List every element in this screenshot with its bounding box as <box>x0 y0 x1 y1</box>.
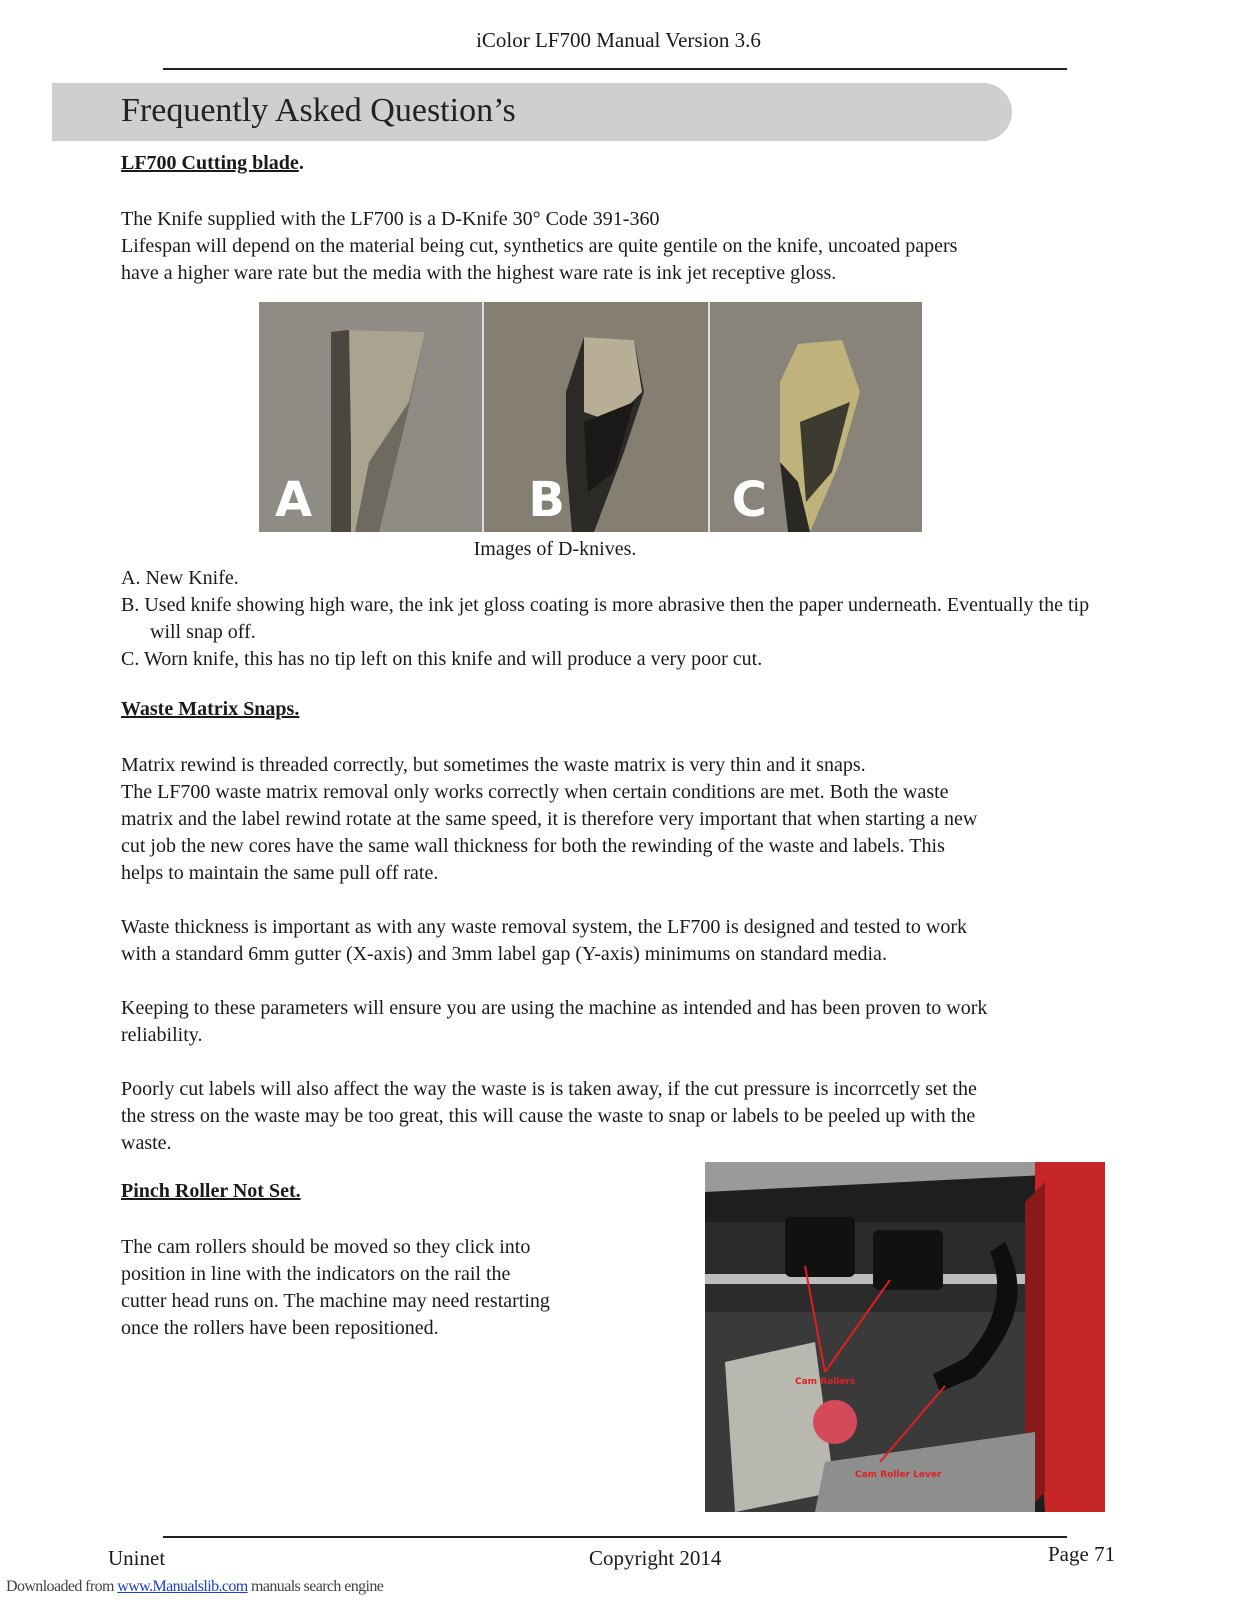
text-line: The Knife supplied with the LF700 is a D-Knife 30° Code 391-360 <box>121 208 660 230</box>
d-knife-images <box>259 302 922 532</box>
pinch-roller-heading: Pinch Roller Not Set. <box>121 1180 301 1202</box>
waste-matrix-para-2 <box>121 914 1121 968</box>
text-line: cut job the new cores have the same wall thickness for both the rewinding of the waste and labels. This <box>121 835 945 857</box>
text-line: The cam rollers should be moved so they click into <box>121 1236 531 1258</box>
text-line: Keeping to these parameters will ensure you are using the machine as intended and has been proven to work <box>121 997 988 1019</box>
text-line: the stress on the waste may be too great, this will cause the waste to snap or labels to be peeled up with the <box>121 1105 976 1127</box>
text-line: The LF700 waste matrix removal only works correctly when certain conditions are met. Both the waste <box>121 781 949 803</box>
text-line: have a higher ware rate but the media with the highest ware rate is ink jet receptive gloss. <box>121 262 837 284</box>
waste-matrix-heading: Waste Matrix Snaps. <box>121 698 300 720</box>
knife-list <box>121 565 1121 673</box>
header-title: iColor LF700 Manual Version 3.6 <box>476 28 761 52</box>
manualslib-link[interactable]: www.Manualslib.com <box>117 1578 248 1595</box>
text-line: reliability. <box>121 1024 203 1046</box>
download-suffix: manuals search engine <box>247 1578 384 1595</box>
cutting-blade-heading-wrap <box>121 152 304 175</box>
text-line: once the rollers have been repositioned. <box>121 1317 439 1339</box>
footer-company: Uninet <box>108 1546 166 1570</box>
text-line: with a standard 6mm gutter (X-axis) and 3mm label gap (Y-axis) minimums on standard media. <box>121 943 887 965</box>
download-notice <box>6 1578 383 1596</box>
cutting-blade-text <box>121 206 1121 287</box>
list-item: B. Used knife showing high ware, the ink jet gloss coating is more abrasive then the paper underneath. Eventually the tip will snap off. <box>121 594 1090 643</box>
knife-image-c <box>708 302 922 532</box>
cutting-blade-heading-suffix: . <box>298 152 304 174</box>
download-prefix: Downloaded from <box>6 1578 118 1595</box>
list-item: C. Worn knife, this has no tip left on this knife and will produce a very poor cut. <box>121 648 763 670</box>
cutting-blade-heading: LF700 Cutting blade <box>121 152 299 174</box>
text-line: waste. <box>121 1132 172 1154</box>
text-line: cutter head runs on. The machine may need restarting <box>121 1290 550 1312</box>
text-line: Lifespan will depend on the material being cut, synthetics are quite gentile on the knife, uncoated papers <box>121 235 958 257</box>
knife-letter-c: C <box>731 472 767 528</box>
cam-roller-photo <box>705 1162 1105 1512</box>
cam-rollers-label: Cam Rollers <box>795 1377 856 1387</box>
cam-roller-lever-label: Cam Roller Lever <box>855 1470 942 1480</box>
footer-rule <box>163 1536 1067 1538</box>
pinch-roller-text <box>121 1234 661 1342</box>
knife-image-a <box>259 302 482 532</box>
header-rule <box>163 68 1067 70</box>
footer-copyright: Copyright 2014 <box>589 1546 722 1570</box>
knife-caption: Images of D-knives. <box>473 538 637 560</box>
text-line: Poorly cut labels will also affect the way the waste is is taken away, if the cut pressure is incorrcetly set the <box>121 1078 977 1100</box>
text-line: Waste thickness is important as with any waste removal system, the LF700 is designed and tested to work <box>121 916 968 938</box>
section-title: Frequently Asked Question’s <box>121 92 516 129</box>
text-line: Matrix rewind is threaded correctly, but sometimes the waste matrix is very thin and it snaps. <box>121 754 866 776</box>
waste-matrix-para-3 <box>121 995 1121 1049</box>
list-item: A. New Knife. <box>121 567 239 589</box>
text-line: helps to maintain the same pull off rate. <box>121 862 439 884</box>
text-line: position in line with the indicators on the rail the <box>121 1263 511 1285</box>
knife-image-b <box>482 302 707 532</box>
knife-letter-a: A <box>275 472 313 528</box>
waste-matrix-para-4 <box>121 1076 1121 1157</box>
text-line: matrix and the label rewind rotate at the same speed, it is therefore very important that when starting a new <box>121 808 978 830</box>
waste-matrix-para-1 <box>121 752 1121 887</box>
footer-page-number: Page 71 <box>1048 1542 1116 1566</box>
knife-letter-b: B <box>528 472 565 528</box>
